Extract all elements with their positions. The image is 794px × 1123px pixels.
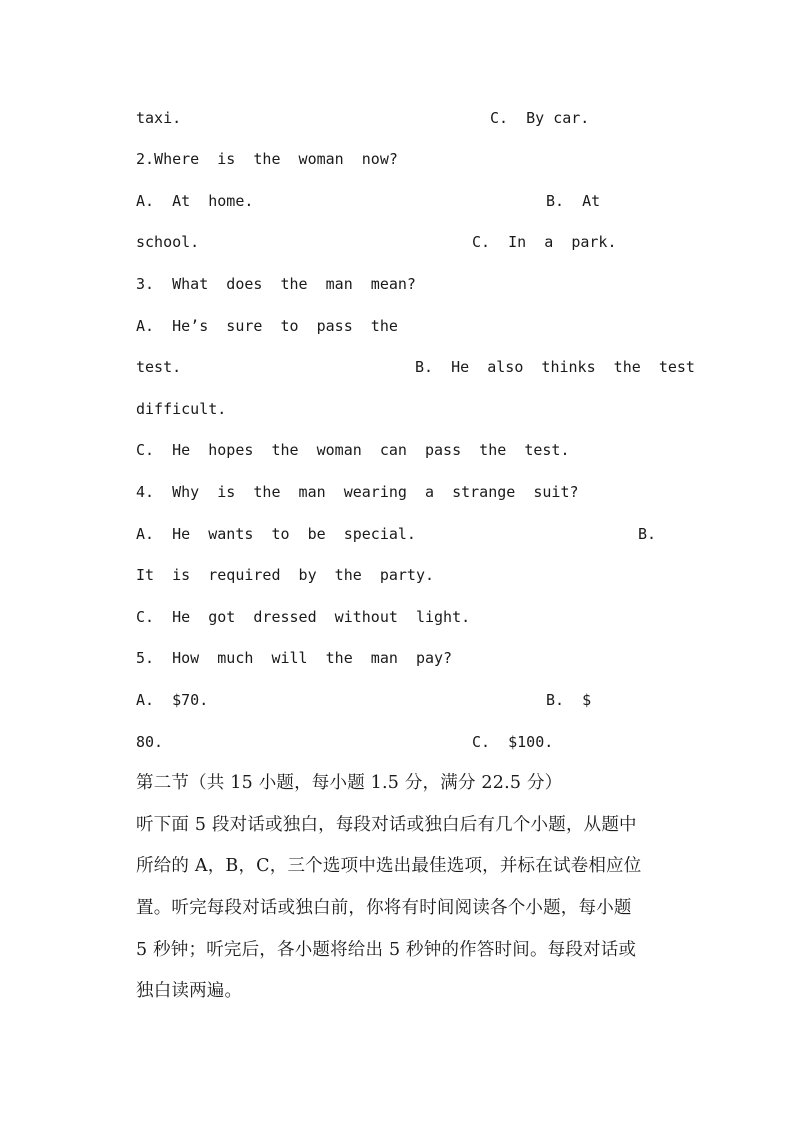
q4-option-b: B. — [638, 525, 657, 543]
section2-instruction-line-2: 所给的 A，B，C，三个选项中选出最佳选项，并标在试卷相应位 — [136, 856, 642, 876]
q5-option-b: B. $ — [546, 691, 592, 709]
q1-options-line — [136, 105, 656, 131]
q4-option-b-cont: It is required by the party. — [136, 566, 435, 584]
section2-instruction-line-5: 独白读两遍。 — [136, 981, 243, 1001]
q2-options-line — [136, 188, 656, 214]
q2-option-a: A. At home. — [136, 192, 254, 210]
section2-heading: 第二节（共 15 小题，每小题 1.5 分，满分 22.5 分） — [136, 773, 563, 793]
q1-option-c: C. By car. — [490, 109, 590, 127]
q3-option-c: C. He hopes the woman can pass the test. — [136, 441, 570, 459]
q3-options-line — [136, 354, 695, 380]
q3-option-a-cont: test. — [136, 358, 182, 376]
section2-instruction-line-1: 听下面 5 段对话或独白，每段对话或独白后有几个小题，从题中 — [136, 815, 637, 835]
q4-question: 4. Why is the man wearing a strange suit? — [136, 483, 579, 501]
q4-option-a: A. He wants to be special. — [136, 525, 416, 543]
q2-options-line-2 — [136, 229, 656, 255]
q5-options-line-2 — [136, 729, 656, 755]
q5-option-c: C. $100. — [472, 733, 554, 751]
q1-option-a-tail: taxi. — [136, 109, 182, 127]
q3-option-b-cont: difficult. — [136, 400, 227, 418]
section2-instruction-line-4: 5 秒钟；听完后，各小题将给出 5 秒钟的作答时间。每段对话或 — [136, 940, 637, 960]
q5-question: 5. How much will the man pay? — [136, 649, 453, 667]
q4-options-line — [136, 521, 656, 547]
q2-question: 2.Where is the woman now? — [136, 150, 398, 168]
q3-question: 3. What does the man mean? — [136, 275, 416, 293]
q5-options-line — [136, 687, 656, 713]
q2-option-b-cont: school. — [136, 233, 200, 251]
section2-instruction-line-3: 置。听完每段对话或独白前，你将有时间阅读各个小题，每小题 — [136, 898, 632, 918]
q4-option-c: C. He got dressed without light. — [136, 608, 471, 626]
q2-option-b: B. At — [546, 192, 601, 210]
q3-option-b: B. He also thinks the test — [415, 358, 695, 376]
q5-option-b-cont: 80. — [136, 733, 164, 751]
q3-option-a: A. He’s sure to pass the — [136, 317, 398, 335]
q2-option-c: C. In a park. — [472, 233, 617, 251]
q5-option-a: A. $70. — [136, 691, 209, 709]
